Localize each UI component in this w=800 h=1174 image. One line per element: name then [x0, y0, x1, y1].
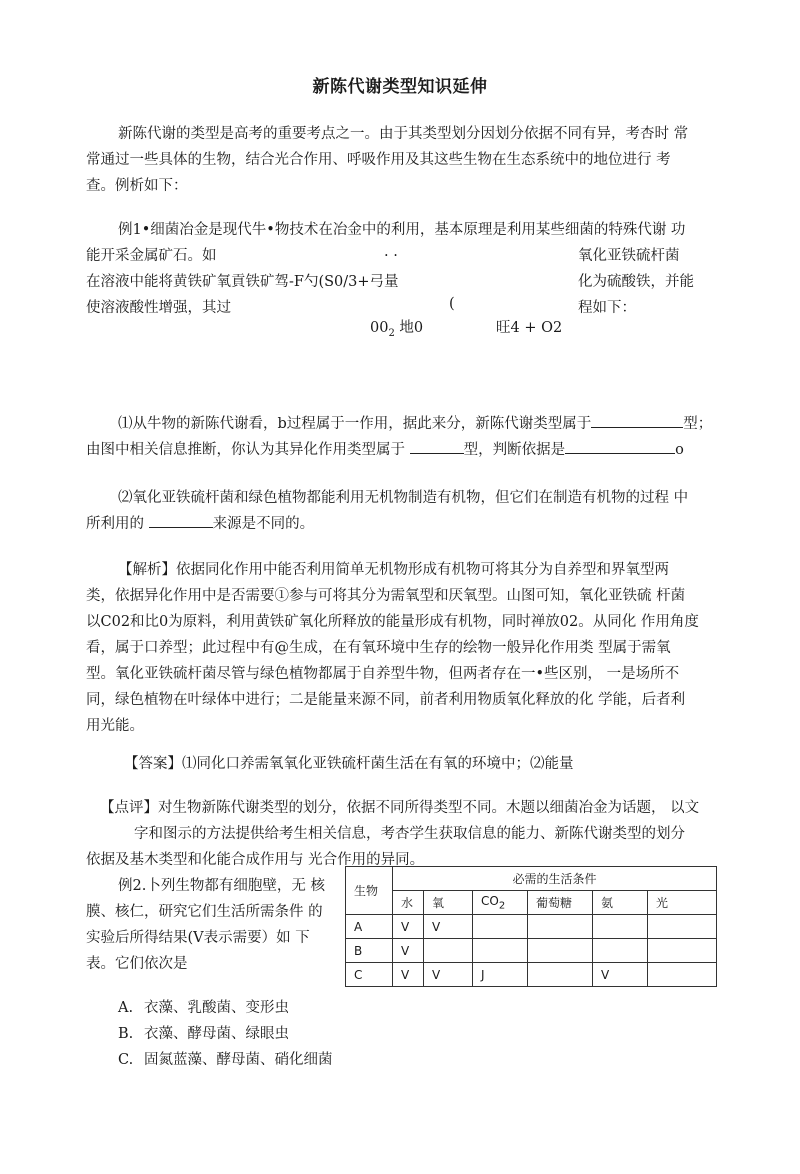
table-col-glucose: 葡萄糖	[528, 891, 593, 915]
table-cell: V	[393, 915, 424, 939]
ex1-line-4-right: 程如下：	[578, 300, 636, 316]
table-cell	[528, 915, 593, 939]
option-key: C.	[118, 1052, 134, 1068]
conditions-table	[345, 866, 717, 987]
comment-line-1: 【点评】对生物新陈代谢类型的划分，依据不同所得类型不同。木题以细菌冶金为话题， 以文	[100, 800, 700, 816]
table-col-water: 水	[393, 891, 424, 915]
q2-line-2: 所利用的 来源是不同的。	[86, 512, 314, 533]
table-cell	[528, 939, 593, 963]
table-cell	[593, 939, 648, 963]
analysis-line-7: 用光能。	[86, 718, 144, 734]
table-col-light: 光	[648, 891, 717, 915]
answer-blank	[410, 439, 464, 454]
ex1-line-2-right: 氧化亚铁硫杆菌	[578, 248, 680, 264]
option-text: 衣藻、乳酸菌、变形虫	[144, 1000, 289, 1016]
table-group-header: 必需的生活条件	[393, 867, 717, 891]
q1-line-2: 由图中相关信息推断，你认为其异化作用类型属于 型，判断依据是 o	[86, 438, 684, 459]
table-row	[346, 939, 717, 963]
analysis-line-3: 以C02和比0为原料，利用黄铁矿氧化所释放的能量形成有机物，同时禅放02。从同化 作用角度	[86, 614, 699, 630]
option-b[interactable]	[118, 1022, 289, 1043]
table-col-oxygen: 氧	[424, 891, 473, 915]
ex1-line-2-mid: . .	[384, 244, 398, 260]
table-col-organism: 生物	[346, 867, 393, 915]
q1-line-1: ⑴从牛物的新陈代谢看，b过程属于一作用，据此来分，新陈代谢类型属于 型；	[118, 412, 712, 433]
ex1-line-3-left: 在溶液中能将黄铁矿氧貢铁矿驾-F勺(S0/3+弓量	[86, 274, 399, 290]
analysis-line-2: 类，依据异化作用中是否需要①参与可将其分为需氧型和厌氧型。山图可知，氧化亚铁硫 杆菌	[86, 588, 686, 604]
option-text: 衣藻、酵母菌、绿眼虫	[144, 1026, 289, 1042]
table-cell	[648, 963, 717, 987]
table-col-ammonia: 氨	[593, 891, 648, 915]
answer-blank	[565, 439, 675, 454]
ex1-line-4-left: 使溶液酸性增强，其过	[86, 300, 231, 316]
table-cell: B	[346, 939, 393, 963]
analysis-line-5: 型。氧化亚铁硫杆菌尽管与绿色植物都属于自养型牛物，但两者存在一•些区别， 一是场所不	[86, 666, 680, 682]
intro-line-2: 常通过一些具体的生物，结合光合作用、呼吸作用及其这些生物在生态系统中的地位进行 考	[86, 152, 671, 168]
table-cell: C	[346, 963, 393, 987]
ex2-line-4: 表。它们依次是	[86, 956, 188, 972]
ex1-line-1: 例1•细菌冶金是现代牛•物技术在冶金中的利用，基本原理是利用某些细菌的特殊代谢 功	[118, 222, 686, 238]
answer-line: 【答案】⑴同化口养需氧氧化亚铁硫杆菌生活在有氧的环境中；⑵能量	[124, 756, 574, 772]
table-cell: V	[593, 963, 648, 987]
table-cell	[648, 915, 717, 939]
page-title: 新陈代谢类型知识延伸	[312, 77, 488, 97]
ex1-line-2-left: 能开采金属矿石。如	[86, 248, 217, 264]
comment-line-3: 依据及基木类型和化能合成作用与 光合作用的异同。	[86, 852, 425, 868]
analysis-line-6: 同，绿色植物在叶绿体中进行；二是能量来源不同，前者利用物质氧化释放的化 学能，后者利	[86, 692, 686, 708]
table-cell	[648, 939, 717, 963]
ex1-line-4-mid: (	[449, 296, 455, 312]
table-cell	[424, 939, 473, 963]
intro-line-3: 查。例析如下：	[86, 178, 188, 194]
answer-blank	[591, 413, 683, 428]
table-cell: V	[424, 963, 473, 987]
table-cell: J	[473, 963, 528, 987]
table-cell: A	[346, 915, 393, 939]
table-row	[346, 963, 717, 987]
table-cell: V	[424, 915, 473, 939]
analysis-line-1: 【解析】依据同化作用中能否利用简单无机物形成有机物可将其分为自养型和界氧型两	[118, 562, 669, 578]
table-cell: V	[393, 963, 424, 987]
table-cell	[473, 939, 528, 963]
table-cell: V	[393, 939, 424, 963]
table-row	[346, 915, 717, 939]
option-a[interactable]	[118, 996, 289, 1017]
formula-right: 旺4 + O2	[496, 320, 563, 336]
ex2-line-1: 例2.卜列生物都有细胞壁，无 核	[118, 878, 325, 894]
analysis-line-4: 看，属于口养型；此过程中有@生成，在有氧环境中生存的绘物一般异化作用类 型属于需氧	[86, 640, 671, 656]
q2-line-1: ⑵氧化亚铁硫杆菌和绿色植物都能利用无机物制造有机物，但它们在制造有机物的过程 中	[118, 490, 689, 506]
table-col-co2: $CO_2$	[473, 891, 528, 915]
comment-line-2: 字和图示的方法提供给考生相关信息，考杏学生获取信息的能力、新陈代谢类型的划分	[134, 826, 685, 842]
intro-line-1: 新陈代谢的类型是高考的重要考点之一。由于其类型划分因划分依据不同有异，考杏时 常	[118, 126, 689, 142]
answer-blank	[149, 513, 213, 528]
table-cell	[593, 915, 648, 939]
formula-left: $00_2$ 地0	[370, 320, 424, 339]
ex2-line-3: 实验后所得结果(V表示需要）如 下	[86, 930, 310, 946]
option-key: B.	[118, 1026, 134, 1042]
option-text: 固氮蓝藻、酵母菌、硝化细菌	[144, 1052, 333, 1068]
table-cell	[473, 915, 528, 939]
option-c[interactable]	[118, 1048, 333, 1069]
table-subheader-row	[346, 891, 717, 915]
ex2-line-2: 膜、核仁，研究它们生活所需条件 的	[86, 904, 323, 920]
table-header-row	[346, 867, 717, 891]
ex1-line-3-right: 化为硫酸铁，并能	[578, 274, 694, 290]
option-key: A.	[118, 1000, 134, 1016]
table-cell	[528, 963, 593, 987]
